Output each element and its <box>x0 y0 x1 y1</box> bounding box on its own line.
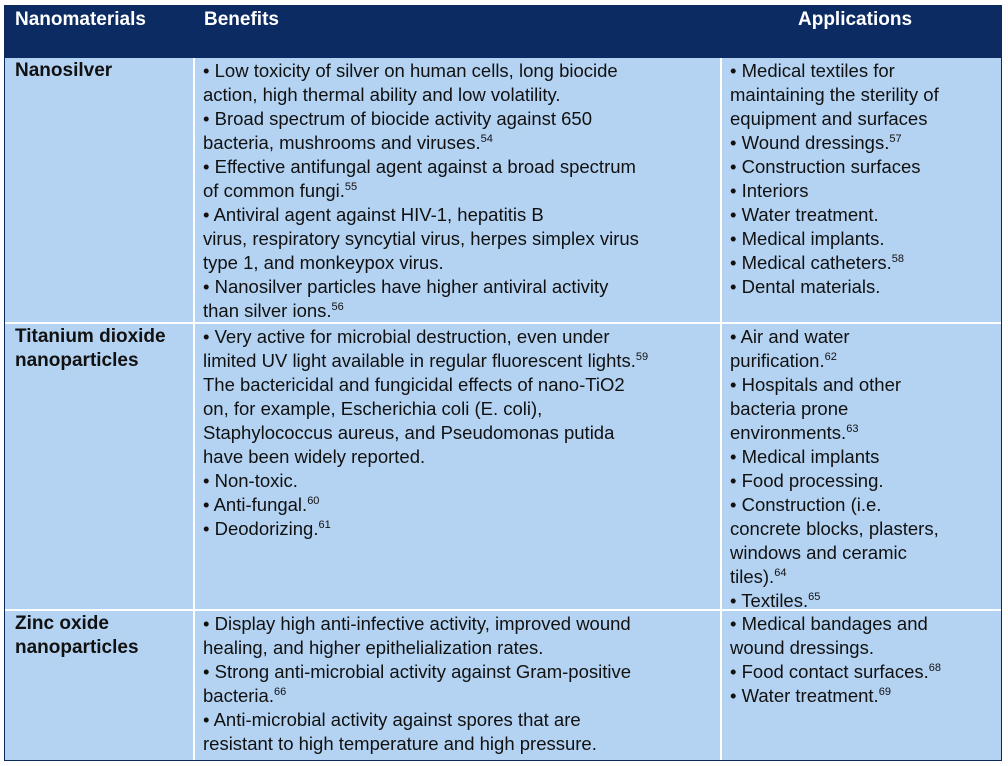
benefit-line-text: • Broad spectrum of biocide activity against 650 <box>203 108 593 129</box>
application-line <box>730 660 1001 684</box>
benefit-line-text: virus, respiratory syncytial virus, herpes simplex virus <box>203 228 639 249</box>
benefit-line <box>203 325 720 349</box>
application-line <box>730 275 1001 299</box>
application-line <box>730 155 1001 179</box>
table-row-titanium-dioxide <box>5 322 1001 609</box>
application-line <box>730 349 1001 373</box>
benefit-line-text: • Strong anti-microbial activity against Gram-positive <box>203 661 632 682</box>
application-line-text: purification. <box>730 350 825 371</box>
application-line <box>730 541 1001 565</box>
benefit-line <box>203 179 720 203</box>
benefit-line <box>203 636 720 660</box>
application-line-text: • Wound dressings. <box>730 132 890 153</box>
application-line <box>730 565 1001 589</box>
benefit-line <box>203 275 720 299</box>
application-line-text: • Water treatment. <box>730 685 879 706</box>
header-nanomaterials: Nanomaterials <box>15 9 146 30</box>
benefit-line-text: • Nanosilver particles have higher antiviral activity <box>203 276 609 297</box>
header-benefits: Benefits <box>204 9 279 30</box>
benefit-line <box>203 612 720 636</box>
benefit-line <box>203 421 720 445</box>
header-applications: Applications <box>798 9 913 30</box>
benefit-line <box>203 373 720 397</box>
application-line-text: concrete blocks, plasters, <box>730 518 939 539</box>
nanomaterial-name-line: Zinc oxide <box>15 613 109 634</box>
benefit-line <box>203 708 720 732</box>
benefit-line-text: • Antiviral agent against HIV-1, hepatitis B <box>203 204 544 225</box>
benefit-line-text: limited UV light available in regular fluorescent lights. <box>203 350 636 371</box>
citation-superscript: 54 <box>480 133 493 145</box>
application-line-text: • Construction surfaces <box>730 156 921 177</box>
benefit-line-text: have been widely reported. <box>203 446 426 467</box>
benefit-line <box>203 155 720 179</box>
benefit-line-text: action, high thermal ability and low volatility. <box>203 84 561 105</box>
nanomaterial-name-line: Titanium dioxide <box>15 326 166 347</box>
benefit-line <box>203 59 720 83</box>
applications-cell <box>722 324 1001 609</box>
citation-superscript: 65 <box>808 591 821 603</box>
citation-superscript: 61 <box>318 519 331 531</box>
application-line-text: wound dressings. <box>730 637 874 658</box>
benefit-line-text: than silver ions. <box>203 300 332 321</box>
benefit-line <box>203 660 720 684</box>
benefit-line <box>203 227 720 251</box>
benefits-cell <box>195 324 722 609</box>
benefit-line-text: • Non-toxic. <box>203 470 298 491</box>
application-line-text: • Medical textiles for <box>730 60 895 81</box>
application-line-text: • Dental materials. <box>730 276 881 297</box>
nanomaterial-name-line: nanoparticles <box>15 637 139 658</box>
benefit-line <box>203 203 720 227</box>
application-line <box>730 107 1001 131</box>
application-line-text: tiles). <box>730 566 775 587</box>
citation-superscript: 59 <box>635 351 649 363</box>
application-line <box>730 517 1001 541</box>
benefit-line <box>203 397 720 421</box>
benefit-line <box>203 684 720 708</box>
benefit-line <box>203 732 720 756</box>
benefit-line-text: type 1, and monkeypox virus. <box>203 252 444 273</box>
benefit-line <box>203 469 720 493</box>
application-line-text: • Textiles. <box>730 590 809 611</box>
application-line <box>730 445 1001 469</box>
table-header-row <box>5 6 1001 58</box>
nanomaterial-name-line: Nanosilver <box>15 60 113 81</box>
application-line-text: • Hospitals and other <box>730 374 902 395</box>
citation-superscript: 55 <box>344 181 358 193</box>
application-line-text: • Water treatment. <box>730 204 879 225</box>
benefit-line-text: • Display high anti-infective activity, improved wound <box>203 613 631 634</box>
application-line <box>730 373 1001 397</box>
application-line <box>730 421 1001 445</box>
application-line <box>730 59 1001 83</box>
application-line-text: • Medical implants <box>730 446 880 467</box>
benefit-line-text: • Low toxicity of silver on human cells, long biocide <box>203 60 618 81</box>
nanomaterial-name-cell <box>5 324 195 609</box>
application-line-text: • Construction (i.e. <box>730 494 882 515</box>
benefit-line <box>203 445 720 469</box>
benefit-line <box>203 107 720 131</box>
application-line <box>730 179 1001 203</box>
citation-superscript: 60 <box>307 495 320 507</box>
benefit-line <box>203 299 720 323</box>
benefit-line-text: • Anti-fungal. <box>203 494 308 515</box>
application-line-text: • Medical bandages and <box>730 613 928 634</box>
citation-superscript: 56 <box>331 301 344 313</box>
benefit-line-text: bacteria. <box>203 685 274 706</box>
benefit-line-text: resistant to high temperature and high pressure. <box>203 733 597 754</box>
citation-superscript: 63 <box>846 423 859 435</box>
application-line-text: • Medical implants. <box>730 228 885 249</box>
benefit-line <box>203 517 720 541</box>
citation-superscript: 66 <box>273 686 287 698</box>
benefit-line-text: • Effective antifungal agent against a broad spectrum <box>203 156 636 177</box>
applications-cell <box>722 611 1001 760</box>
benefit-line-text: • Anti-microbial activity against spores that are <box>203 709 581 730</box>
table-row-nanosilver <box>5 58 1001 322</box>
benefit-line <box>203 83 720 107</box>
nanomaterial-name-cell <box>5 611 195 760</box>
benefit-line-text: The bactericidal and fungicidal effects of nano-TiO2 <box>203 374 625 395</box>
application-line <box>730 251 1001 275</box>
benefit-line-text: • Deodorizing. <box>203 518 319 539</box>
benefits-cell <box>195 58 722 322</box>
application-line <box>730 131 1001 155</box>
application-line-text: environments. <box>730 422 847 443</box>
benefit-line <box>203 349 720 373</box>
benefits-cell <box>195 611 722 760</box>
citation-superscript: 68 <box>928 662 942 674</box>
citation-superscript: 69 <box>878 686 891 698</box>
application-line <box>730 325 1001 349</box>
application-line <box>730 397 1001 421</box>
benefit-line <box>203 131 720 155</box>
application-line-text: equipment and surfaces <box>730 108 928 129</box>
applications-cell <box>722 58 1001 322</box>
application-line-text: bacteria prone <box>730 398 849 419</box>
application-line-text: windows and ceramic <box>730 542 907 563</box>
benefit-line-text: of common fungi. <box>203 180 345 201</box>
application-line <box>730 469 1001 493</box>
application-line <box>730 636 1001 660</box>
benefit-line <box>203 251 720 275</box>
application-line-text: • Food contact surfaces. <box>730 661 929 682</box>
benefit-line-text: healing, and higher epithelialization rates. <box>203 637 544 658</box>
citation-superscript: 58 <box>891 253 904 265</box>
nanomaterial-name-line: nanoparticles <box>15 350 139 371</box>
nanomaterial-name-cell <box>5 58 195 322</box>
application-line <box>730 83 1001 107</box>
citation-superscript: 64 <box>774 567 787 579</box>
application-line-text: • Medical catheters. <box>730 252 892 273</box>
benefit-line-text: Staphylococcus aureus, and Pseudomonas putida <box>203 422 615 443</box>
application-line-text: • Food processing. <box>730 470 884 491</box>
table-row-zinc-oxide <box>5 609 1001 760</box>
citation-superscript: 62 <box>824 351 837 363</box>
benefit-line-text: on, for example, Escherichia coli (E. coli), <box>203 398 543 419</box>
nanomaterials-table <box>4 5 1002 761</box>
benefit-line-text: • Very active for microbial destruction, even under <box>203 326 610 347</box>
application-line <box>730 203 1001 227</box>
application-line-text: • Air and water <box>730 326 850 347</box>
benefit-line <box>203 493 720 517</box>
application-line-text: maintaining the sterility of <box>730 84 939 105</box>
application-line <box>730 227 1001 251</box>
application-line-text: • Interiors <box>730 180 809 201</box>
application-line <box>730 684 1001 708</box>
citation-superscript: 57 <box>889 133 902 145</box>
application-line <box>730 493 1001 517</box>
benefit-line-text: bacteria, mushrooms and viruses. <box>203 132 481 153</box>
application-line <box>730 612 1001 636</box>
